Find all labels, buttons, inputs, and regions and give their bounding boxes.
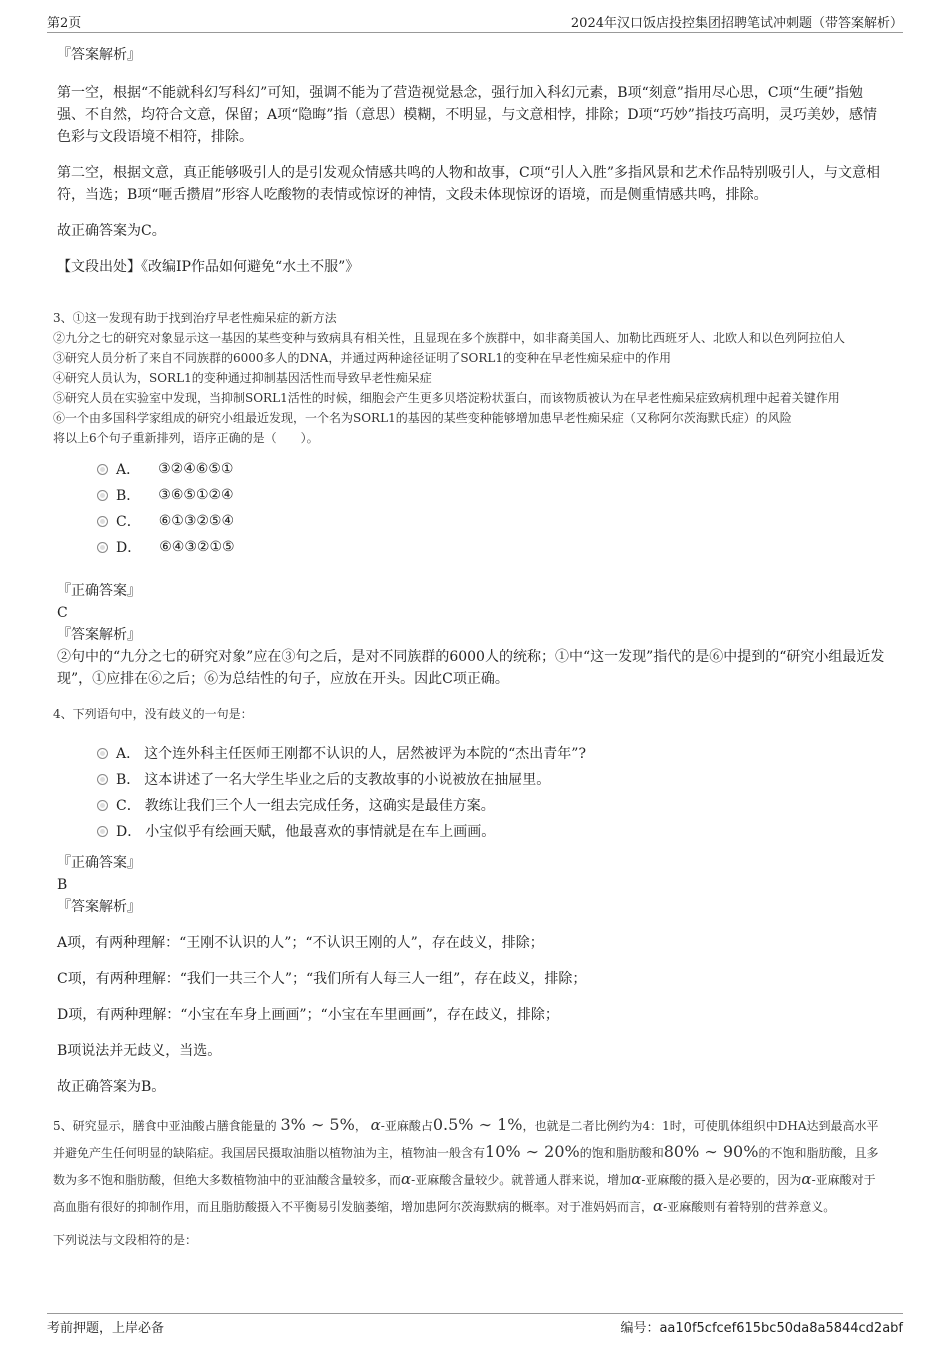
document-title: 2024年汉口饭店投控集团招聘笔试冲刺题（带答案解析） [570, 16, 903, 31]
q3-option-c[interactable]: C． ⑥①③②⑤④ [97, 508, 887, 534]
q4-options [97, 740, 887, 844]
alpha-symbol: α [653, 1197, 664, 1215]
radio-icon[interactable] [97, 774, 108, 785]
radio-icon[interactable] [97, 800, 108, 811]
q3-line: 3、①这一发现有助于找到治疗早老性痴呆症的新方法 [53, 311, 337, 325]
page-footer [47, 1313, 903, 1334]
page-number: 第2页 [47, 16, 82, 31]
alpha-symbol: α [801, 1170, 812, 1188]
q4-option-a[interactable]: A． 这个连外科主任医师王刚都不认识的人，居然被评为本院的“杰出青年”? [97, 740, 887, 766]
q5-prompt: 下列说法与文段相符的是： [53, 1233, 198, 1247]
alpha-symbol: α [370, 1116, 381, 1134]
radio-icon[interactable] [97, 490, 108, 501]
q3-stem: 将以上6个句子重新排列，语序正确的是（ ）。 [53, 431, 319, 445]
footer-slogan: 考前押题，上岸必备 [47, 1321, 165, 1336]
q2-source: 【文段出处】《改编IP作品如何避免“水土不服”》 [57, 259, 360, 275]
q3-option-a[interactable]: A． ③②④⑥⑤① [97, 456, 887, 482]
radio-icon[interactable] [97, 516, 108, 527]
q4-option-d[interactable]: D． 小宝似乎有绘画天赋，他最喜欢的事情就是在车上画画。 [97, 818, 887, 844]
q2-analysis-para2: 第二空，根据文意，真正能够吸引人的是引发观众情感共鸣的人物和故事，C项“引人入胜”多指风景和艺术作品特别吸引人，与文意相符，当选；B项“咂舌攒眉”形容人吃酸物的表情或惊讶的神情，文段未体现惊讶的语境，而是侧重情感共鸣，排除。 [57, 165, 881, 203]
q4-analysis-line: A项，有两种理解：“王刚不认识的人”；“不认识王刚的人”，存在歧义，排除； [57, 935, 544, 951]
q3-analysis: ②句中的“九分之七的研究对象”应在③句之后，是对不同族群的6000人的统称；①中“这一发现”指代的是⑥中提到的“研究小组最近发现”，①应排在⑥之后；⑥为总结性的句子，应放在开头。因此C项正确。 [57, 649, 885, 687]
q4-answer: B [57, 877, 68, 893]
radio-icon[interactable] [97, 542, 108, 553]
q3-line: ⑤研究人员在实验室中发现，当抑制SORL1活性的时候，细胞会产生更多贝塔淀粉状蛋白，而该物质被认为在早老性痴呆症致病机理中起着关键作用 [53, 391, 840, 405]
q2-conclusion: 故正确答案为C。 [57, 223, 166, 239]
q3-line: ③研究人员分析了来自不同族群的6000多人的DNA，并通过两种途径证明了SORL1的变种在早老性痴呆症中的作用 [53, 351, 672, 365]
q3-options [97, 456, 887, 560]
q3-option-d[interactable]: D． ⑥④③②①⑤ [97, 534, 887, 560]
question-3 [53, 308, 887, 448]
radio-icon[interactable] [97, 826, 108, 837]
math-range: 0.5% ∼ 1% [432, 1115, 523, 1134]
q4-answer-label: 『正确答案』 [57, 855, 141, 871]
q3-option-b[interactable]: B． ③⑥⑤①②④ [97, 482, 887, 508]
q4-analysis-line: C项，有两种理解：“我们一共三个人”；“我们所有人每三人一组”，存在歧义，排除； [57, 971, 587, 987]
math-range: 80% ∼ 90% [663, 1142, 759, 1161]
q3-line: ⑥一个由多国科学家组成的研究小组最近发现，一个名为SORL1的基因的某些变种能够增加患早老性痴呆症（又称阿尔茨海默氏症）的风险 [53, 411, 792, 425]
document-code: 编号：aa10f5cfcef615bc50da8a5844cd2abf [620, 1321, 903, 1336]
alpha-symbol: α [401, 1170, 412, 1188]
math-range: 10% ∼ 20% [485, 1142, 580, 1161]
radio-icon[interactable] [97, 464, 108, 475]
q3-analysis-label: 『答案解析』 [57, 627, 141, 643]
q3-answer-label: 『正确答案』 [57, 583, 141, 599]
q2-analysis-label: 『答案解析』 [57, 47, 141, 63]
math-range: 3% ∼ 5% [280, 1115, 355, 1134]
alpha-symbol: α [631, 1170, 642, 1188]
q4-conclusion: 故正确答案为B。 [57, 1079, 166, 1095]
page-content [53, 44, 887, 1250]
page-header [47, 10, 903, 33]
q4-analysis-label: 『答案解析』 [57, 899, 141, 915]
q3-answer: C [57, 605, 68, 621]
q4-analysis-line: D项，有两种理解：“小宝在车身上画画”；“小宝在车里画画”，存在歧义，排除； [57, 1007, 559, 1023]
radio-icon[interactable] [97, 748, 108, 759]
q2-analysis-para1: 第一空，根据“不能就科幻写科幻”可知，强调不能为了营造视觉悬念，强行加入科幻元素，B项“刻意”指用尽心思，C项“生硬”指勉强、不自然，均符合文意，保留；A项“隐晦”指（意思）模糊，不明显，与文意相悖，排除；D项“巧妙”指技巧高明，灵巧美妙，感情色彩与文段语境不相符，排除。 [57, 85, 877, 145]
q4-option-c[interactable]: C． 教练让我们三个人一组去完成任务，这确实是最佳方案。 [97, 792, 887, 818]
q4-stem: 4、下列语句中，没有歧义的一句是： [53, 707, 253, 721]
q4-analysis-line: B项说法并无歧义，当选。 [57, 1043, 222, 1059]
q5-passage: 5、研究显示，膳食中亚油酸占膳食能量的 3% ∼ 5%， α-亚麻酸占0.5% ∼ 1%，也就是二者比例约为4：1时，可使肌体组织中DHA达到最高水平并避免产生任何明显的缺陷症。我国居民摄取油脂以植物油为主，植物油一般含有10% ∼ 20%的饱和脂肪酸和80% ∼ 90%的不饱和脂肪酸，且多数为多不饱和脂肪酸，但绝大多数植物油中的亚油酸含量较多，而α-亚麻酸含量较少。就普通人群来说，增加α-亚麻酸的摄入是必要的，因为α-亚麻酸对于高血脂有很好的抑制作用，而且脂肪酸摄入不平衡易引发脑萎缩，增加患阿尔茨海默病的概率。对于准妈妈而言，α-亚麻酸则有着特别的营养意义。 [53, 1115, 879, 1215]
q3-line: ④研究人员认为，SORL1的变种通过抑制基因活性而导致早老性痴呆症 [53, 371, 432, 385]
q3-line: ②九分之七的研究对象显示这一基因的某些变种与致病具有相关性，且显现在多个族群中，如非裔美国人、加勒比西班牙人、北欧人和以色列阿拉伯人 [53, 331, 846, 345]
q4-option-b[interactable]: B． 这本讲述了一名大学生毕业之后的支教故事的小说被放在抽屉里。 [97, 766, 887, 792]
